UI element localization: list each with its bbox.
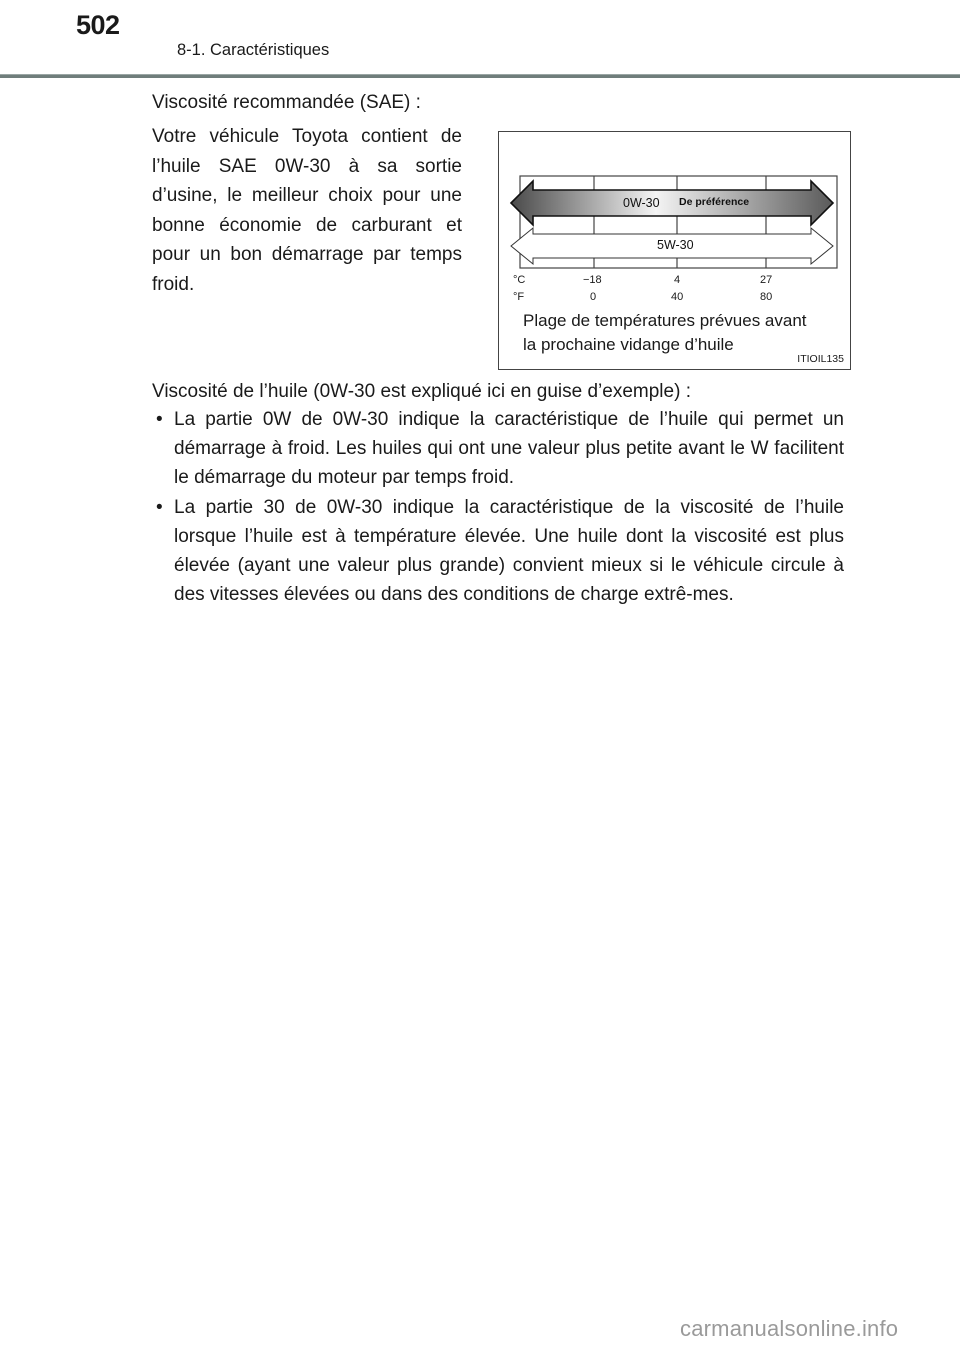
section-title: 8-1. Caractéristiques bbox=[177, 41, 330, 59]
bullet-text: La partie 0W de 0W-30 indique la caractéristique de l’huile qui permet un démarrage à froid. Les huiles qui ont une valeur plus petite avant le W facilitent le démarrage du moteur par temps froid. bbox=[174, 409, 844, 489]
watermark-link[interactable]: carmanualsonline.info bbox=[680, 1316, 899, 1341]
fahrenheit-tick-3: 80 bbox=[760, 291, 773, 303]
celsius-tick-1: −18 bbox=[583, 274, 602, 286]
celsius-tick-3: 27 bbox=[760, 274, 773, 286]
grade-5w30-label: 5W-30 bbox=[657, 238, 694, 252]
heading-oil-viscosity: Viscosité de l’huile (0W-30 est expliqué ici en guise d’exemple) : bbox=[152, 381, 691, 402]
celsius-tick-2: 4 bbox=[674, 274, 681, 286]
figure-caption bbox=[523, 309, 807, 357]
viscosity-chart-figure bbox=[498, 131, 851, 370]
caption-line-1: Plage de températures prévues avant bbox=[523, 311, 807, 330]
celsius-unit-label: °C bbox=[513, 274, 526, 286]
fahrenheit-tick-2: 40 bbox=[671, 291, 684, 303]
figure-code: ITIOIL135 bbox=[797, 353, 844, 365]
bullet-dot: • bbox=[156, 496, 163, 518]
bullet-item bbox=[152, 405, 844, 493]
caption-line-2: la prochaine vidange d’huile bbox=[523, 335, 734, 354]
bullet-dot: • bbox=[156, 409, 163, 430]
preferred-label: De préférence bbox=[679, 196, 750, 208]
page-number: 502 bbox=[76, 10, 120, 40]
grade-0w30-label: 0W-30 bbox=[623, 196, 660, 210]
heading-recommended-viscosity: Viscosité recommandée (SAE) : bbox=[152, 92, 421, 113]
fahrenheit-unit-label: °F bbox=[513, 291, 525, 303]
fahrenheit-tick-1: 0 bbox=[590, 291, 597, 303]
bullet-text: La partie 30 de 0W-30 indique la caractéristique de la viscosité de l’huile lorsque l’huile est à température élevée. Une huile dont la viscosité est plus élevée (ayant une valeur plus grande) convient mieux si le véhicule circule à des vitesses élevées ou dans des conditions de charge extrê-mes. bbox=[174, 496, 844, 606]
bullet-item bbox=[152, 493, 844, 610]
viscosity-bullet-list bbox=[152, 405, 844, 609]
header-rule bbox=[0, 74, 960, 78]
intro-paragraph: Votre véhicule Toyota contient de l’huile SAE 0W-30 à sa sortie d’usine, le meilleur choix pour une bonne économie de carburant et pour un bon démarrage par temps froid. bbox=[152, 126, 462, 295]
